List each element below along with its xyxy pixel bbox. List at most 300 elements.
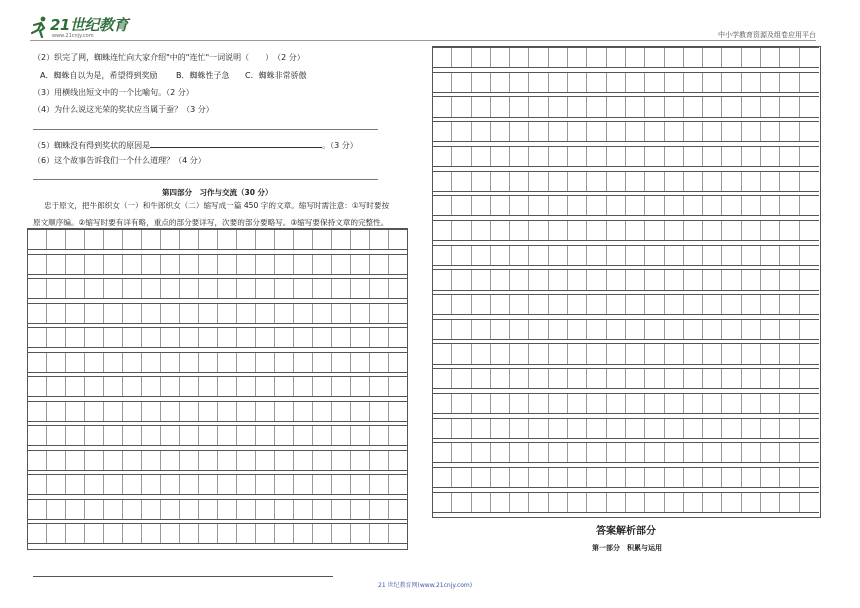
- grid-cell[interactable]: [104, 377, 123, 396]
- grid-cell[interactable]: [28, 500, 47, 519]
- grid-cell[interactable]: [665, 73, 684, 92]
- grid-cell[interactable]: [742, 344, 761, 363]
- grid-cell[interactable]: [684, 270, 703, 289]
- grid-cell[interactable]: [452, 394, 471, 413]
- grid-cell[interactable]: [370, 279, 389, 298]
- grid-cell[interactable]: [351, 230, 370, 249]
- grid-cell[interactable]: [472, 270, 491, 289]
- grid-cell[interactable]: [66, 279, 85, 298]
- grid-cell[interactable]: [723, 295, 742, 314]
- grid-cell[interactable]: [161, 230, 180, 249]
- grid-cell[interactable]: [28, 524, 47, 543]
- grid-cell[interactable]: [47, 304, 66, 323]
- grid-cell[interactable]: [549, 147, 568, 166]
- grid-cell[interactable]: [123, 524, 142, 543]
- grid-cell[interactable]: [256, 475, 275, 494]
- grid-cell[interactable]: [66, 328, 85, 347]
- grid-cell[interactable]: [626, 172, 645, 191]
- grid-cell[interactable]: [568, 172, 587, 191]
- grid-cell[interactable]: [645, 270, 664, 289]
- grid-cell[interactable]: [607, 48, 626, 67]
- grid-cell[interactable]: [491, 172, 510, 191]
- grid-cell[interactable]: [607, 221, 626, 240]
- grid-cell[interactable]: [370, 377, 389, 396]
- grid-cell[interactable]: [313, 426, 332, 445]
- grid-cell[interactable]: [587, 369, 606, 388]
- grid-cell[interactable]: [332, 279, 351, 298]
- grid-cell[interactable]: [665, 468, 684, 487]
- grid-cell[interactable]: [530, 369, 549, 388]
- grid-cell[interactable]: [452, 344, 471, 363]
- grid-cell[interactable]: [256, 402, 275, 421]
- grid-cell[interactable]: [313, 402, 332, 421]
- grid-cell[interactable]: [472, 369, 491, 388]
- grid-cell[interactable]: [275, 328, 294, 347]
- grid-cell[interactable]: [645, 419, 664, 438]
- grid-cell[interactable]: [85, 524, 104, 543]
- grid-cell[interactable]: [237, 353, 256, 372]
- grid-cell[interactable]: [645, 369, 664, 388]
- grid-cell[interactable]: [568, 221, 587, 240]
- grid-cell[interactable]: [761, 246, 780, 265]
- grid-cell[interactable]: [28, 230, 47, 249]
- grid-cell[interactable]: [491, 493, 510, 512]
- grid-cell[interactable]: [684, 122, 703, 141]
- grid-cell[interactable]: [568, 270, 587, 289]
- grid-cell[interactable]: [549, 97, 568, 116]
- grid-cell[interactable]: [665, 122, 684, 141]
- grid-cell[interactable]: [351, 426, 370, 445]
- grid-cell[interactable]: [761, 48, 780, 67]
- grid-cell[interactable]: [549, 468, 568, 487]
- grid-cell[interactable]: [433, 419, 452, 438]
- grid-cell[interactable]: [332, 475, 351, 494]
- grid-cell[interactable]: [332, 304, 351, 323]
- grid-cell[interactable]: [47, 377, 66, 396]
- grid-cell[interactable]: [275, 475, 294, 494]
- grid-cell[interactable]: [530, 147, 549, 166]
- grid-cell[interactable]: [452, 493, 471, 512]
- grid-cell[interactable]: [510, 468, 529, 487]
- grid-cell[interactable]: [607, 443, 626, 462]
- grid-cell[interactable]: [218, 451, 237, 470]
- grid-cell[interactable]: [684, 246, 703, 265]
- grid-cell[interactable]: [433, 468, 452, 487]
- grid-cell[interactable]: [332, 230, 351, 249]
- grid-cell[interactable]: [66, 230, 85, 249]
- grid-cell[interactable]: [587, 468, 606, 487]
- grid-cell[interactable]: [742, 468, 761, 487]
- grid-cell[interactable]: [66, 402, 85, 421]
- grid-cell[interactable]: [645, 443, 664, 462]
- grid-cell[interactable]: [607, 97, 626, 116]
- grid-cell[interactable]: [587, 122, 606, 141]
- grid-cell[interactable]: [665, 97, 684, 116]
- grid-cell[interactable]: [549, 122, 568, 141]
- grid-cell[interactable]: [351, 451, 370, 470]
- grid-cell[interactable]: [665, 344, 684, 363]
- grid-cell[interactable]: [237, 230, 256, 249]
- grid-cell[interactable]: [684, 320, 703, 339]
- grid-cell[interactable]: [313, 500, 332, 519]
- grid-cell[interactable]: [85, 328, 104, 347]
- grid-cell[interactable]: [161, 353, 180, 372]
- grid-cell[interactable]: [665, 270, 684, 289]
- grid-cell[interactable]: [199, 304, 218, 323]
- grid-cell[interactable]: [742, 172, 761, 191]
- grid-cell[interactable]: [761, 97, 780, 116]
- grid-cell[interactable]: [703, 221, 722, 240]
- grid-cell[interactable]: [452, 73, 471, 92]
- grid-cell[interactable]: [180, 304, 199, 323]
- grid-cell[interactable]: [199, 426, 218, 445]
- grid-cell[interactable]: [218, 304, 237, 323]
- grid-cell[interactable]: [761, 344, 780, 363]
- grid-cell[interactable]: [587, 172, 606, 191]
- grid-cell[interactable]: [123, 279, 142, 298]
- grid-cell[interactable]: [256, 255, 275, 274]
- grid-cell[interactable]: [351, 377, 370, 396]
- grid-cell[interactable]: [587, 270, 606, 289]
- grid-cell[interactable]: [104, 524, 123, 543]
- grid-cell[interactable]: [85, 377, 104, 396]
- grid-cell[interactable]: [313, 328, 332, 347]
- grid-cell[interactable]: [723, 344, 742, 363]
- grid-cell[interactable]: [433, 270, 452, 289]
- grid-cell[interactable]: [104, 451, 123, 470]
- grid-cell[interactable]: [568, 196, 587, 215]
- grid-cell[interactable]: [742, 73, 761, 92]
- grid-cell[interactable]: [568, 73, 587, 92]
- grid-cell[interactable]: [645, 147, 664, 166]
- grid-cell[interactable]: [332, 353, 351, 372]
- grid-cell[interactable]: [351, 304, 370, 323]
- grid-cell[interactable]: [587, 147, 606, 166]
- grid-cell[interactable]: [142, 353, 161, 372]
- grid-cell[interactable]: [472, 48, 491, 67]
- grid-cell[interactable]: [370, 402, 389, 421]
- grid-cell[interactable]: [199, 475, 218, 494]
- grid-cell[interactable]: [587, 493, 606, 512]
- grid-cell[interactable]: [703, 270, 722, 289]
- grid-cell[interactable]: [433, 221, 452, 240]
- grid-cell[interactable]: [703, 320, 722, 339]
- grid-cell[interactable]: [626, 221, 645, 240]
- grid-cell[interactable]: [549, 48, 568, 67]
- grid-cell[interactable]: [218, 328, 237, 347]
- grid-cell[interactable]: [491, 419, 510, 438]
- grid-cell[interactable]: [47, 279, 66, 298]
- grid-cell[interactable]: [626, 443, 645, 462]
- grid-cell[interactable]: [275, 304, 294, 323]
- grid-cell[interactable]: [161, 402, 180, 421]
- grid-cell[interactable]: [472, 196, 491, 215]
- grid-cell[interactable]: [607, 493, 626, 512]
- grid-cell[interactable]: [275, 500, 294, 519]
- grid-cell[interactable]: [742, 270, 761, 289]
- grid-cell[interactable]: [645, 122, 664, 141]
- grid-cell[interactable]: [104, 475, 123, 494]
- grid-cell[interactable]: [351, 500, 370, 519]
- grid-cell[interactable]: [587, 320, 606, 339]
- grid-cell[interactable]: [85, 353, 104, 372]
- grid-cell[interactable]: [742, 295, 761, 314]
- grid-cell[interactable]: [742, 369, 761, 388]
- grid-cell[interactable]: [351, 353, 370, 372]
- grid-cell[interactable]: [313, 377, 332, 396]
- grid-cell[interactable]: [85, 304, 104, 323]
- grid-cell[interactable]: [510, 172, 529, 191]
- grid-cell[interactable]: [275, 377, 294, 396]
- grid-cell[interactable]: [370, 353, 389, 372]
- grid-cell[interactable]: [104, 353, 123, 372]
- grid-cell[interactable]: [332, 402, 351, 421]
- grid-cell[interactable]: [549, 221, 568, 240]
- grid-cell[interactable]: [780, 443, 799, 462]
- grid-cell[interactable]: [199, 451, 218, 470]
- grid-cell[interactable]: [645, 468, 664, 487]
- grid-cell[interactable]: [142, 500, 161, 519]
- grid-cell[interactable]: [180, 377, 199, 396]
- grid-cell[interactable]: [645, 97, 664, 116]
- grid-cell[interactable]: [723, 419, 742, 438]
- grid-cell[interactable]: [180, 524, 199, 543]
- grid-cell[interactable]: [237, 475, 256, 494]
- grid-cell[interactable]: [28, 304, 47, 323]
- grid-cell[interactable]: [452, 97, 471, 116]
- grid-cell[interactable]: [294, 377, 313, 396]
- grid-cell[interactable]: [780, 394, 799, 413]
- grid-cell[interactable]: [256, 500, 275, 519]
- grid-cell[interactable]: [275, 279, 294, 298]
- grid-cell[interactable]: [47, 475, 66, 494]
- grid-cell[interactable]: [256, 524, 275, 543]
- grid-cell[interactable]: [452, 48, 471, 67]
- grid-cell[interactable]: [433, 48, 452, 67]
- grid-cell[interactable]: [665, 221, 684, 240]
- grid-cell[interactable]: [510, 270, 529, 289]
- grid-cell[interactable]: [530, 172, 549, 191]
- grid-cell[interactable]: [180, 475, 199, 494]
- grid-cell[interactable]: [472, 320, 491, 339]
- grid-cell[interactable]: [568, 443, 587, 462]
- grid-cell[interactable]: [684, 369, 703, 388]
- grid-cell[interactable]: [742, 147, 761, 166]
- grid-cell[interactable]: [433, 147, 452, 166]
- grid-cell[interactable]: [161, 451, 180, 470]
- grid-cell[interactable]: [237, 377, 256, 396]
- grid-cell[interactable]: [568, 419, 587, 438]
- grid-cell[interactable]: [665, 369, 684, 388]
- grid-cell[interactable]: [761, 270, 780, 289]
- grid-cell[interactable]: [491, 320, 510, 339]
- grid-cell[interactable]: [491, 295, 510, 314]
- grid-cell[interactable]: [275, 451, 294, 470]
- grid-cell[interactable]: [607, 196, 626, 215]
- grid-cell[interactable]: [530, 221, 549, 240]
- grid-cell[interactable]: [665, 320, 684, 339]
- grid-cell[interactable]: [684, 147, 703, 166]
- grid-cell[interactable]: [645, 172, 664, 191]
- grid-cell[interactable]: [607, 394, 626, 413]
- grid-cell[interactable]: [161, 475, 180, 494]
- grid-cell[interactable]: [294, 328, 313, 347]
- grid-cell[interactable]: [742, 196, 761, 215]
- grid-cell[interactable]: [742, 221, 761, 240]
- grid-cell[interactable]: [294, 230, 313, 249]
- grid-cell[interactable]: [587, 246, 606, 265]
- grid-cell[interactable]: [587, 97, 606, 116]
- grid-cell[interactable]: [530, 443, 549, 462]
- grid-cell[interactable]: [123, 304, 142, 323]
- grid-cell[interactable]: [549, 344, 568, 363]
- grid-cell[interactable]: [742, 122, 761, 141]
- grid-cell[interactable]: [549, 320, 568, 339]
- grid-cell[interactable]: [180, 279, 199, 298]
- grid-cell[interactable]: [549, 73, 568, 92]
- grid-cell[interactable]: [607, 147, 626, 166]
- grid-cell[interactable]: [142, 475, 161, 494]
- grid-cell[interactable]: [703, 246, 722, 265]
- grid-cell[interactable]: [723, 493, 742, 512]
- grid-cell[interactable]: [761, 172, 780, 191]
- grid-cell[interactable]: [587, 295, 606, 314]
- grid-cell[interactable]: [510, 443, 529, 462]
- grid-cell[interactable]: [491, 270, 510, 289]
- grid-cell[interactable]: [332, 451, 351, 470]
- grid-cell[interactable]: [626, 122, 645, 141]
- grid-cell[interactable]: [684, 196, 703, 215]
- grid-cell[interactable]: [549, 493, 568, 512]
- grid-cell[interactable]: [568, 344, 587, 363]
- grid-cell[interactable]: [780, 344, 799, 363]
- grid-cell[interactable]: [256, 353, 275, 372]
- grid-cell[interactable]: [452, 270, 471, 289]
- grid-cell[interactable]: [370, 255, 389, 274]
- grid-cell[interactable]: [313, 279, 332, 298]
- grid-cell[interactable]: [684, 394, 703, 413]
- grid-cell[interactable]: [351, 524, 370, 543]
- grid-cell[interactable]: [780, 196, 799, 215]
- grid-cell[interactable]: [47, 255, 66, 274]
- grid-cell[interactable]: [684, 295, 703, 314]
- grid-cell[interactable]: [587, 419, 606, 438]
- grid-cell[interactable]: [665, 443, 684, 462]
- grid-cell[interactable]: [607, 369, 626, 388]
- grid-cell[interactable]: [645, 48, 664, 67]
- grid-cell[interactable]: [47, 353, 66, 372]
- grid-cell[interactable]: [332, 500, 351, 519]
- grid-cell[interactable]: [452, 172, 471, 191]
- grid-cell[interactable]: [491, 73, 510, 92]
- grid-cell[interactable]: [218, 426, 237, 445]
- grid-cell[interactable]: [180, 500, 199, 519]
- grid-cell[interactable]: [66, 426, 85, 445]
- grid-cell[interactable]: [703, 369, 722, 388]
- grid-cell[interactable]: [452, 196, 471, 215]
- grid-cell[interactable]: [433, 320, 452, 339]
- grid-cell[interactable]: [607, 270, 626, 289]
- grid-cell[interactable]: [256, 328, 275, 347]
- grid-cell[interactable]: [568, 48, 587, 67]
- grid-cell[interactable]: [332, 377, 351, 396]
- grid-cell[interactable]: [684, 443, 703, 462]
- grid-cell[interactable]: [626, 295, 645, 314]
- grid-cell[interactable]: [199, 377, 218, 396]
- grid-cell[interactable]: [452, 295, 471, 314]
- grid-cell[interactable]: [568, 369, 587, 388]
- grid-cell[interactable]: [665, 295, 684, 314]
- grid-cell[interactable]: [66, 451, 85, 470]
- grid-cell[interactable]: [723, 172, 742, 191]
- grid-cell[interactable]: [703, 344, 722, 363]
- grid-cell[interactable]: [626, 73, 645, 92]
- grid-cell[interactable]: [142, 524, 161, 543]
- grid-cell[interactable]: [568, 493, 587, 512]
- grid-cell[interactable]: [142, 451, 161, 470]
- grid-cell[interactable]: [626, 493, 645, 512]
- grid-cell[interactable]: [332, 328, 351, 347]
- grid-cell[interactable]: [510, 73, 529, 92]
- grid-cell[interactable]: [607, 295, 626, 314]
- grid-cell[interactable]: [104, 255, 123, 274]
- grid-cell[interactable]: [491, 147, 510, 166]
- grid-cell[interactable]: [85, 451, 104, 470]
- grid-cell[interactable]: [142, 402, 161, 421]
- grid-cell[interactable]: [218, 524, 237, 543]
- grid-cell[interactable]: [161, 524, 180, 543]
- grid-cell[interactable]: [104, 304, 123, 323]
- grid-cell[interactable]: [370, 328, 389, 347]
- grid-cell[interactable]: [123, 230, 142, 249]
- grid-cell[interactable]: [684, 97, 703, 116]
- grid-cell[interactable]: [723, 73, 742, 92]
- grid-cell[interactable]: [28, 353, 47, 372]
- grid-cell[interactable]: [452, 369, 471, 388]
- grid-cell[interactable]: [28, 255, 47, 274]
- grid-cell[interactable]: [123, 475, 142, 494]
- grid-cell[interactable]: [684, 344, 703, 363]
- grid-cell[interactable]: [703, 147, 722, 166]
- grid-cell[interactable]: [645, 344, 664, 363]
- grid-cell[interactable]: [237, 524, 256, 543]
- grid-cell[interactable]: [433, 172, 452, 191]
- grid-cell[interactable]: [645, 221, 664, 240]
- grid-cell[interactable]: [472, 172, 491, 191]
- grid-cell[interactable]: [510, 221, 529, 240]
- grid-cell[interactable]: [47, 451, 66, 470]
- grid-cell[interactable]: [761, 443, 780, 462]
- grid-cell[interactable]: [723, 468, 742, 487]
- grid-cell[interactable]: [294, 304, 313, 323]
- grid-cell[interactable]: [703, 443, 722, 462]
- grid-cell[interactable]: [607, 419, 626, 438]
- grid-cell[interactable]: [237, 255, 256, 274]
- grid-cell[interactable]: [85, 255, 104, 274]
- grid-cell[interactable]: [491, 221, 510, 240]
- grid-cell[interactable]: [123, 353, 142, 372]
- grid-cell[interactable]: [684, 493, 703, 512]
- grid-cell[interactable]: [703, 73, 722, 92]
- grid-cell[interactable]: [275, 230, 294, 249]
- grid-cell[interactable]: [472, 122, 491, 141]
- grid-cell[interactable]: [85, 426, 104, 445]
- grid-cell[interactable]: [275, 426, 294, 445]
- grid-cell[interactable]: [28, 426, 47, 445]
- grid-cell[interactable]: [665, 394, 684, 413]
- grid-cell[interactable]: [294, 353, 313, 372]
- grid-cell[interactable]: [510, 369, 529, 388]
